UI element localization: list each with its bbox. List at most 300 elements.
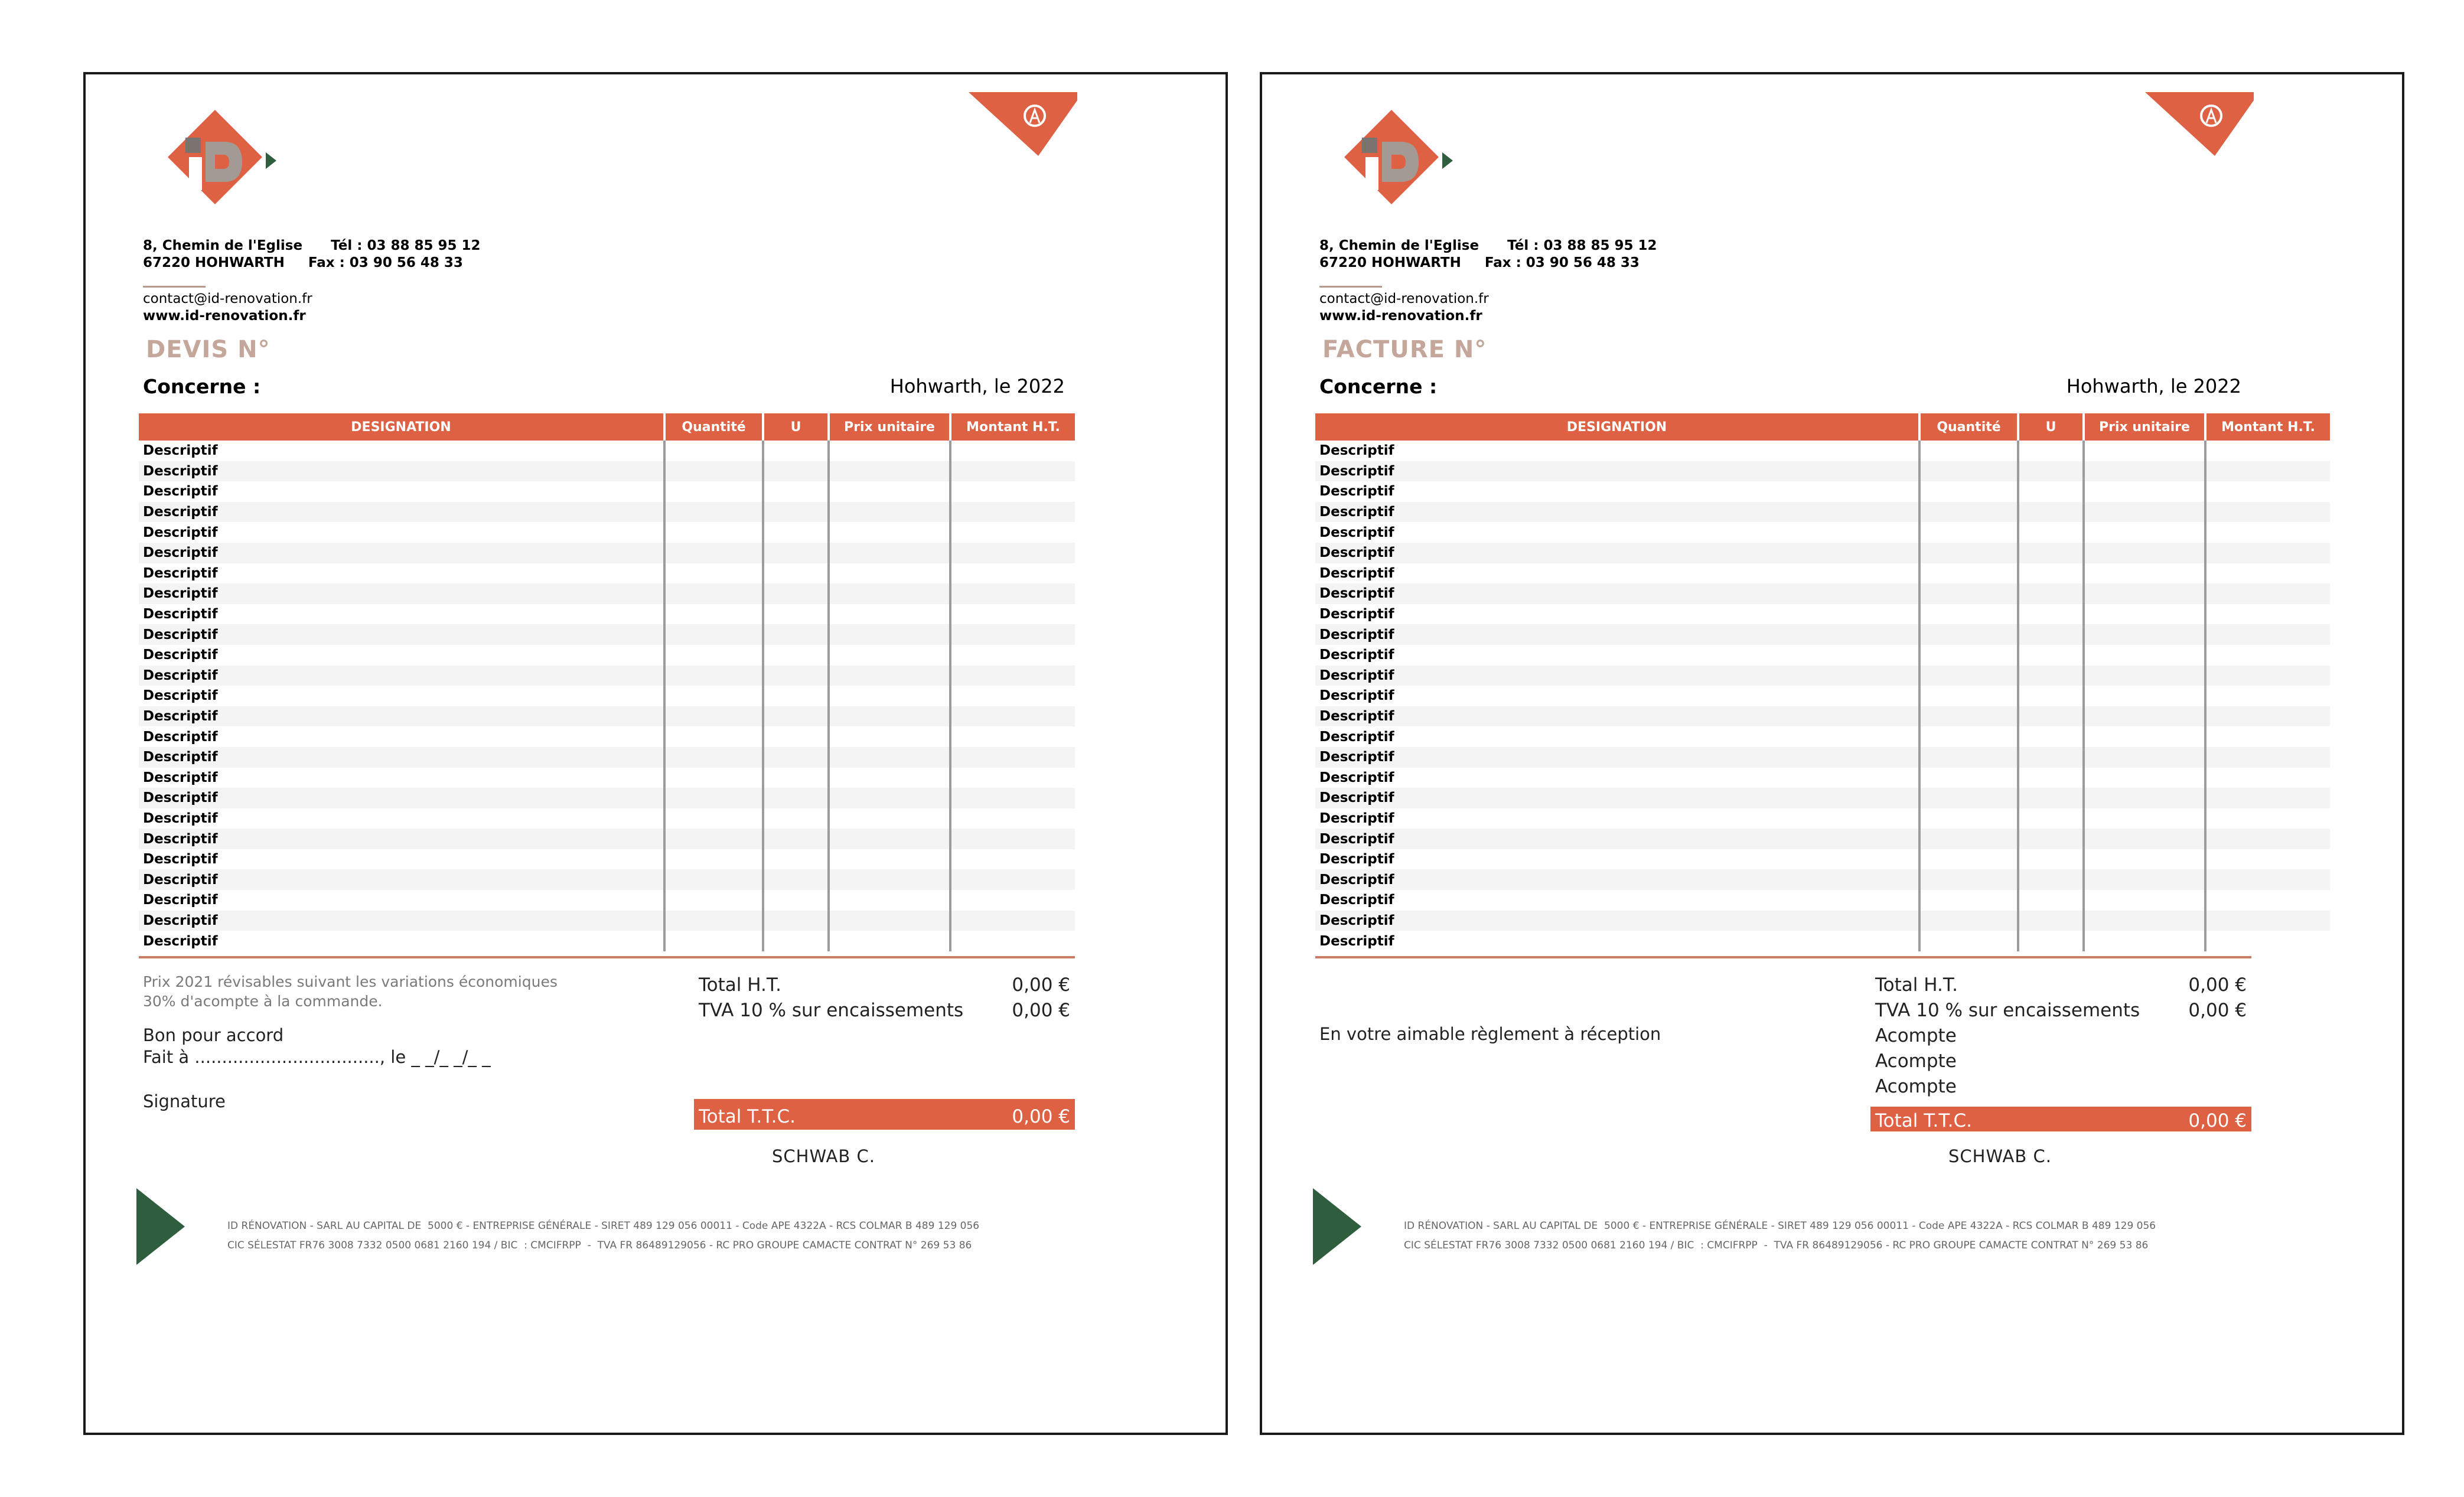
document-title: FACTURE N° bbox=[1322, 336, 1487, 363]
item-cell bbox=[2018, 747, 2084, 768]
total-ttc-value: 0,00 € bbox=[1012, 1106, 1070, 1127]
legal-footer bbox=[1404, 1216, 2156, 1255]
item-cell bbox=[763, 849, 829, 870]
total-ht-value: 0,00 € bbox=[1012, 974, 1070, 996]
item-cell bbox=[664, 461, 763, 482]
company-email[interactable]: contact@id-renovation.fr bbox=[143, 291, 312, 306]
fax-number: Fax : 03 90 56 48 33 bbox=[308, 255, 463, 270]
table-row bbox=[139, 502, 1075, 523]
tva-value: 0,00 € bbox=[2188, 1000, 2247, 1021]
company-address bbox=[1319, 237, 1657, 272]
item-cell bbox=[2084, 604, 2205, 625]
item-cell bbox=[2084, 481, 2205, 502]
item-cell bbox=[664, 890, 763, 911]
item-cell bbox=[2205, 788, 2330, 808]
legal-line2: CIC SÉLESTAT FR76 3008 7332 0500 0681 2160 194 / BIC : CMCIFRPP - TVA FR 86489129056 - RC PRO GROUPE CAMACTE CONTRAT N° 269 53 86 bbox=[1404, 1240, 2149, 1251]
item-cell bbox=[2084, 522, 2205, 543]
item-cell bbox=[950, 726, 1075, 747]
address-line2: 67220 HOHWARTH bbox=[1319, 255, 1461, 270]
item-cell bbox=[1919, 829, 2018, 849]
item-designation: Descriptif bbox=[139, 624, 664, 645]
item-designation: Descriptif bbox=[1319, 729, 1394, 745]
item-designation: Descriptif bbox=[139, 706, 664, 727]
table-row bbox=[1315, 911, 2330, 931]
company-logo bbox=[1325, 105, 1458, 206]
table-row bbox=[1315, 502, 2330, 523]
item-cell bbox=[829, 502, 950, 523]
item-designation: Descriptif bbox=[139, 911, 664, 931]
item-cell bbox=[2084, 829, 2205, 849]
item-cell bbox=[763, 726, 829, 747]
item-cell bbox=[664, 706, 763, 727]
item-designation: Descriptif bbox=[143, 606, 218, 622]
acompte-label: Acompte bbox=[1875, 1051, 1957, 1072]
table-row bbox=[1315, 726, 2330, 747]
item-cell bbox=[2018, 686, 2084, 706]
item-cell bbox=[2018, 829, 2084, 849]
item-cell bbox=[1919, 645, 2018, 666]
item-cell bbox=[950, 788, 1075, 808]
total-ttc-value: 0,00 € bbox=[2188, 1110, 2247, 1131]
item-cell bbox=[829, 931, 950, 951]
item-cell bbox=[1919, 686, 2018, 706]
item-cell bbox=[950, 706, 1075, 727]
total-ttc-bar bbox=[1870, 1107, 2251, 1131]
item-cell bbox=[2018, 441, 2084, 461]
item-cell bbox=[950, 829, 1075, 849]
item-cell bbox=[829, 543, 950, 563]
total-ht-value: 0,00 € bbox=[2188, 974, 2247, 996]
table-row bbox=[139, 768, 1075, 788]
table-row bbox=[139, 604, 1075, 625]
item-cell bbox=[763, 563, 829, 584]
item-cell bbox=[950, 461, 1075, 482]
item-cell bbox=[829, 624, 950, 645]
item-cell bbox=[664, 829, 763, 849]
item-cell bbox=[2018, 849, 2084, 870]
item-cell bbox=[664, 849, 763, 870]
play-arrow-icon bbox=[1313, 1188, 1361, 1265]
item-cell bbox=[2205, 461, 2330, 482]
item-cell bbox=[2205, 583, 2330, 604]
item-cell bbox=[2018, 666, 2084, 686]
item-designation: Descriptif bbox=[143, 769, 218, 785]
item-cell bbox=[763, 747, 829, 768]
tva-label: TVA 10 % sur encaissements bbox=[699, 1000, 964, 1021]
tva-value: 0,00 € bbox=[1012, 1000, 1070, 1021]
concerne-label: Concerne : bbox=[1319, 375, 1438, 398]
item-cell bbox=[664, 808, 763, 829]
approval-place-date: Fait à .................................., le _ _/_ _/_ _ bbox=[143, 1047, 491, 1067]
item-cell bbox=[2084, 788, 2205, 808]
item-cell bbox=[950, 441, 1075, 461]
contact-divider bbox=[143, 286, 206, 288]
item-designation: Descriptif bbox=[143, 484, 218, 500]
item-cell bbox=[763, 543, 829, 563]
item-cell bbox=[2084, 890, 2205, 911]
item-cell bbox=[2205, 768, 2330, 788]
table-row bbox=[139, 931, 1075, 951]
item-cell bbox=[950, 604, 1075, 625]
item-designation: Descriptif bbox=[1319, 484, 1394, 500]
item-cell bbox=[2018, 768, 2084, 788]
item-cell bbox=[2084, 563, 2205, 584]
corner-badge-icon bbox=[969, 92, 1077, 157]
items-table bbox=[139, 413, 1075, 951]
item-cell bbox=[829, 849, 950, 870]
item-cell bbox=[2205, 522, 2330, 543]
item-cell bbox=[829, 788, 950, 808]
item-cell bbox=[2084, 624, 2205, 645]
item-cell bbox=[1919, 747, 2018, 768]
item-designation: Descriptif bbox=[139, 788, 664, 808]
table-row bbox=[1315, 849, 2330, 870]
item-designation: Descriptif bbox=[143, 852, 218, 867]
item-cell bbox=[664, 768, 763, 788]
company-website[interactable]: www.id-renovation.fr bbox=[143, 308, 306, 324]
address-line1: 8, Chemin de l'Eglise bbox=[1319, 238, 1479, 253]
item-cell bbox=[2205, 849, 2330, 870]
item-cell bbox=[2205, 645, 2330, 666]
items-body bbox=[1315, 441, 2330, 951]
item-designation: Descriptif bbox=[139, 869, 664, 890]
item-cell bbox=[1919, 706, 2018, 727]
play-arrow-icon bbox=[136, 1188, 185, 1265]
item-cell bbox=[1919, 604, 2018, 625]
table-row bbox=[139, 543, 1075, 563]
item-cell bbox=[950, 931, 1075, 951]
item-cell bbox=[2205, 829, 2330, 849]
item-designation: Descriptif bbox=[1319, 892, 1394, 908]
acompte-label: Acompte bbox=[1875, 1025, 1957, 1046]
item-cell bbox=[2205, 686, 2330, 706]
item-cell bbox=[1919, 768, 2018, 788]
item-cell bbox=[950, 481, 1075, 502]
table-bottom-rule bbox=[1315, 956, 2251, 958]
total-ht-row bbox=[694, 974, 1075, 1000]
concerne-label: Concerne : bbox=[143, 375, 261, 398]
item-cell bbox=[2205, 747, 2330, 768]
item-cell bbox=[829, 645, 950, 666]
table-row bbox=[139, 747, 1075, 768]
item-designation: Descriptif bbox=[143, 565, 218, 581]
item-cell bbox=[664, 747, 763, 768]
table-row bbox=[139, 624, 1075, 645]
col-quantite: Quantité bbox=[1919, 413, 2018, 441]
table-row bbox=[139, 645, 1075, 666]
acompte-label: Acompte bbox=[1875, 1076, 1957, 1097]
item-designation: Descriptif bbox=[1315, 543, 1919, 563]
location-date: Hohwarth, le 2022 bbox=[2066, 375, 2241, 397]
total-ht-row bbox=[1870, 974, 2251, 1000]
contact-divider bbox=[1319, 286, 1382, 288]
table-row bbox=[139, 666, 1075, 686]
item-cell bbox=[664, 645, 763, 666]
signature-label: Signature bbox=[143, 1091, 226, 1111]
item-cell bbox=[763, 441, 829, 461]
item-cell bbox=[2018, 788, 2084, 808]
item-designation: Descriptif bbox=[143, 688, 218, 704]
item-cell bbox=[664, 869, 763, 890]
item-cell bbox=[2018, 808, 2084, 829]
table-row bbox=[1315, 543, 2330, 563]
phone-number: Tél : 03 88 85 95 12 bbox=[331, 238, 481, 253]
item-cell bbox=[2018, 461, 2084, 482]
item-cell bbox=[763, 686, 829, 706]
item-cell bbox=[950, 768, 1075, 788]
item-cell bbox=[2084, 461, 2205, 482]
company-email[interactable]: contact@id-renovation.fr bbox=[1319, 291, 1489, 306]
item-designation: Descriptif bbox=[1315, 911, 1919, 931]
table-row bbox=[1315, 461, 2330, 482]
legal-line2: CIC SÉLESTAT FR76 3008 7332 0500 0681 2160 194 / BIC : CMCIFRPP - TVA FR 86489129056 - RC PRO GROUPE CAMACTE CONTRAT N° 269 53 86 bbox=[227, 1240, 972, 1251]
table-header-row bbox=[1315, 413, 2330, 441]
company-website[interactable]: www.id-renovation.fr bbox=[1319, 308, 1482, 324]
item-designation: Descriptif bbox=[1315, 624, 1919, 645]
table-row bbox=[1315, 931, 2330, 951]
item-cell bbox=[2084, 706, 2205, 727]
item-cell bbox=[829, 869, 950, 890]
item-cell bbox=[1919, 666, 2018, 686]
item-cell bbox=[2084, 849, 2205, 870]
item-cell bbox=[2205, 726, 2330, 747]
item-designation: Descriptif bbox=[1315, 706, 1919, 727]
col-unite: U bbox=[763, 413, 829, 441]
table-row bbox=[139, 726, 1075, 747]
item-cell bbox=[829, 583, 950, 604]
item-cell bbox=[950, 645, 1075, 666]
col-designation: DESIGNATION bbox=[139, 413, 664, 441]
item-cell bbox=[1919, 931, 2018, 951]
item-designation: Descriptif bbox=[143, 524, 218, 540]
item-cell bbox=[2018, 481, 2084, 502]
item-cell bbox=[664, 583, 763, 604]
location-date: Hohwarth, le 2022 bbox=[889, 375, 1065, 397]
item-designation: Descriptif bbox=[139, 829, 664, 849]
item-cell bbox=[950, 543, 1075, 563]
item-cell bbox=[829, 461, 950, 482]
item-cell bbox=[950, 890, 1075, 911]
item-cell bbox=[2084, 583, 2205, 604]
signer-name: SCHWAB C. bbox=[1948, 1146, 2052, 1166]
phone-number: Tél : 03 88 85 95 12 bbox=[1507, 238, 1657, 253]
col-montant-ht: Montant H.T. bbox=[2205, 413, 2330, 441]
item-designation: Descriptif bbox=[1315, 583, 1919, 604]
item-cell bbox=[2205, 931, 2330, 951]
item-cell bbox=[2018, 543, 2084, 563]
item-cell bbox=[763, 808, 829, 829]
table-row bbox=[1315, 706, 2330, 727]
item-cell bbox=[2205, 543, 2330, 563]
item-cell bbox=[763, 583, 829, 604]
item-cell bbox=[664, 522, 763, 543]
item-cell bbox=[950, 666, 1075, 686]
table-row bbox=[139, 788, 1075, 808]
item-designation: Descriptif bbox=[139, 543, 664, 563]
item-cell bbox=[2018, 563, 2084, 584]
item-designation: Descriptif bbox=[1315, 869, 1919, 890]
item-designation: Descriptif bbox=[139, 461, 664, 482]
legal-line1: ID RÉNOVATION - SARL AU CAPITAL DE 5000 € - ENTREPRISE GÉNÉRALE - SIRET 489 129 056 00011 - Code APE 4322A - RCS COLMAR B 489 129 056 bbox=[227, 1220, 980, 1232]
item-designation: Descriptif bbox=[143, 443, 218, 459]
item-designation: Descriptif bbox=[143, 647, 218, 663]
item-cell bbox=[664, 686, 763, 706]
approval-block bbox=[143, 1025, 491, 1068]
item-cell bbox=[2205, 911, 2330, 931]
table-row bbox=[139, 461, 1075, 482]
item-designation: Descriptif bbox=[1319, 443, 1394, 459]
item-cell bbox=[763, 869, 829, 890]
item-cell bbox=[829, 563, 950, 584]
item-cell bbox=[2018, 911, 2084, 931]
item-cell bbox=[1919, 522, 2018, 543]
table-row bbox=[1315, 481, 2330, 502]
item-cell bbox=[1919, 869, 2018, 890]
item-cell bbox=[2084, 502, 2205, 523]
item-cell bbox=[2205, 706, 2330, 727]
totals-block bbox=[694, 974, 1075, 1025]
item-cell bbox=[829, 481, 950, 502]
item-designation: Descriptif bbox=[1315, 461, 1919, 482]
table-row bbox=[139, 849, 1075, 870]
item-cell bbox=[664, 726, 763, 747]
table-row bbox=[139, 686, 1075, 706]
item-cell bbox=[2084, 441, 2205, 461]
total-ttc-label: Total T.T.C. bbox=[1875, 1110, 1972, 1131]
totals-block bbox=[1870, 974, 2251, 1101]
item-cell bbox=[2084, 808, 2205, 829]
table-row bbox=[139, 911, 1075, 931]
tva-row bbox=[1870, 1000, 2251, 1025]
item-cell bbox=[1919, 911, 2018, 931]
item-cell bbox=[1919, 441, 2018, 461]
acompte-row bbox=[1870, 1076, 2251, 1101]
item-cell bbox=[1919, 808, 2018, 829]
item-cell bbox=[2205, 563, 2330, 584]
table-bottom-rule bbox=[139, 956, 1075, 958]
item-cell bbox=[763, 604, 829, 625]
table-row bbox=[1315, 604, 2330, 625]
item-cell bbox=[829, 686, 950, 706]
item-designation: Descriptif bbox=[1319, 647, 1394, 663]
total-ttc-bar bbox=[694, 1099, 1075, 1130]
item-cell bbox=[2084, 726, 2205, 747]
document-title: DEVIS N° bbox=[146, 336, 270, 363]
item-cell bbox=[829, 522, 950, 543]
price-conditions bbox=[143, 972, 558, 1011]
item-cell bbox=[829, 890, 950, 911]
item-cell bbox=[2205, 604, 2330, 625]
item-cell bbox=[763, 890, 829, 911]
legal-line1: ID RÉNOVATION - SARL AU CAPITAL DE 5000 € - ENTREPRISE GÉNÉRALE - SIRET 489 129 056 00011 - Code APE 4322A - RCS COLMAR B 489 129 056 bbox=[1404, 1220, 2156, 1232]
item-cell bbox=[2084, 869, 2205, 890]
table-row bbox=[139, 706, 1075, 727]
item-cell bbox=[763, 788, 829, 808]
company-contact bbox=[1319, 286, 1489, 325]
item-cell bbox=[2205, 869, 2330, 890]
item-designation: Descriptif bbox=[1319, 769, 1394, 785]
item-cell bbox=[1919, 502, 2018, 523]
item-designation: Descriptif bbox=[1319, 852, 1394, 867]
item-cell bbox=[950, 624, 1075, 645]
acompte-row bbox=[1870, 1025, 2251, 1051]
item-cell bbox=[829, 747, 950, 768]
item-cell bbox=[1919, 563, 2018, 584]
item-designation: Descriptif bbox=[143, 729, 218, 745]
item-designation: Descriptif bbox=[1319, 933, 1394, 949]
item-cell bbox=[2018, 706, 2084, 727]
item-cell bbox=[664, 563, 763, 584]
col-quantite: Quantité bbox=[664, 413, 763, 441]
item-cell bbox=[829, 768, 950, 788]
table-row bbox=[1315, 666, 2330, 686]
item-cell bbox=[829, 604, 950, 625]
item-cell bbox=[1919, 849, 2018, 870]
item-cell bbox=[829, 911, 950, 931]
item-cell bbox=[2205, 890, 2330, 911]
item-cell bbox=[1919, 788, 2018, 808]
item-cell bbox=[1919, 726, 2018, 747]
item-cell bbox=[829, 726, 950, 747]
table-row bbox=[1315, 583, 2330, 604]
item-cell bbox=[664, 502, 763, 523]
item-cell bbox=[2084, 543, 2205, 563]
item-cell bbox=[2018, 645, 2084, 666]
table-row bbox=[1315, 768, 2330, 788]
item-cell bbox=[763, 502, 829, 523]
table-row bbox=[139, 563, 1075, 584]
item-cell bbox=[763, 461, 829, 482]
item-designation: Descriptif bbox=[1319, 810, 1394, 826]
table-row bbox=[1315, 747, 2330, 768]
table-row bbox=[1315, 808, 2330, 829]
table-row bbox=[1315, 645, 2330, 666]
payment-note: En votre aimable règlement à réception bbox=[1319, 1024, 1661, 1044]
item-cell bbox=[664, 788, 763, 808]
item-cell bbox=[2018, 624, 2084, 645]
col-montant-ht: Montant H.T. bbox=[950, 413, 1075, 441]
item-cell bbox=[2084, 911, 2205, 931]
item-cell bbox=[763, 911, 829, 931]
table-row bbox=[139, 481, 1075, 502]
item-cell bbox=[1919, 890, 2018, 911]
item-cell bbox=[950, 849, 1075, 870]
table-row bbox=[139, 869, 1075, 890]
item-designation: Descriptif bbox=[143, 810, 218, 826]
item-cell bbox=[829, 666, 950, 686]
item-cell bbox=[664, 931, 763, 951]
item-cell bbox=[2084, 666, 2205, 686]
col-unite: U bbox=[2018, 413, 2084, 441]
total-ht-label: Total H.T. bbox=[699, 974, 781, 996]
company-address bbox=[143, 237, 481, 272]
item-cell bbox=[2205, 624, 2330, 645]
item-cell bbox=[763, 931, 829, 951]
table-row bbox=[139, 583, 1075, 604]
item-designation: Descriptif bbox=[1315, 666, 1919, 686]
col-prix-unitaire: Prix unitaire bbox=[829, 413, 950, 441]
total-ttc-label: Total T.T.C. bbox=[699, 1106, 796, 1127]
items-body bbox=[139, 441, 1075, 951]
item-cell bbox=[950, 869, 1075, 890]
item-cell bbox=[2018, 604, 2084, 625]
item-cell bbox=[664, 624, 763, 645]
item-cell bbox=[829, 808, 950, 829]
item-designation: Descriptif bbox=[1315, 747, 1919, 768]
col-prix-unitaire: Prix unitaire bbox=[2084, 413, 2205, 441]
item-cell bbox=[763, 768, 829, 788]
address-line1: 8, Chemin de l'Eglise bbox=[143, 238, 303, 253]
